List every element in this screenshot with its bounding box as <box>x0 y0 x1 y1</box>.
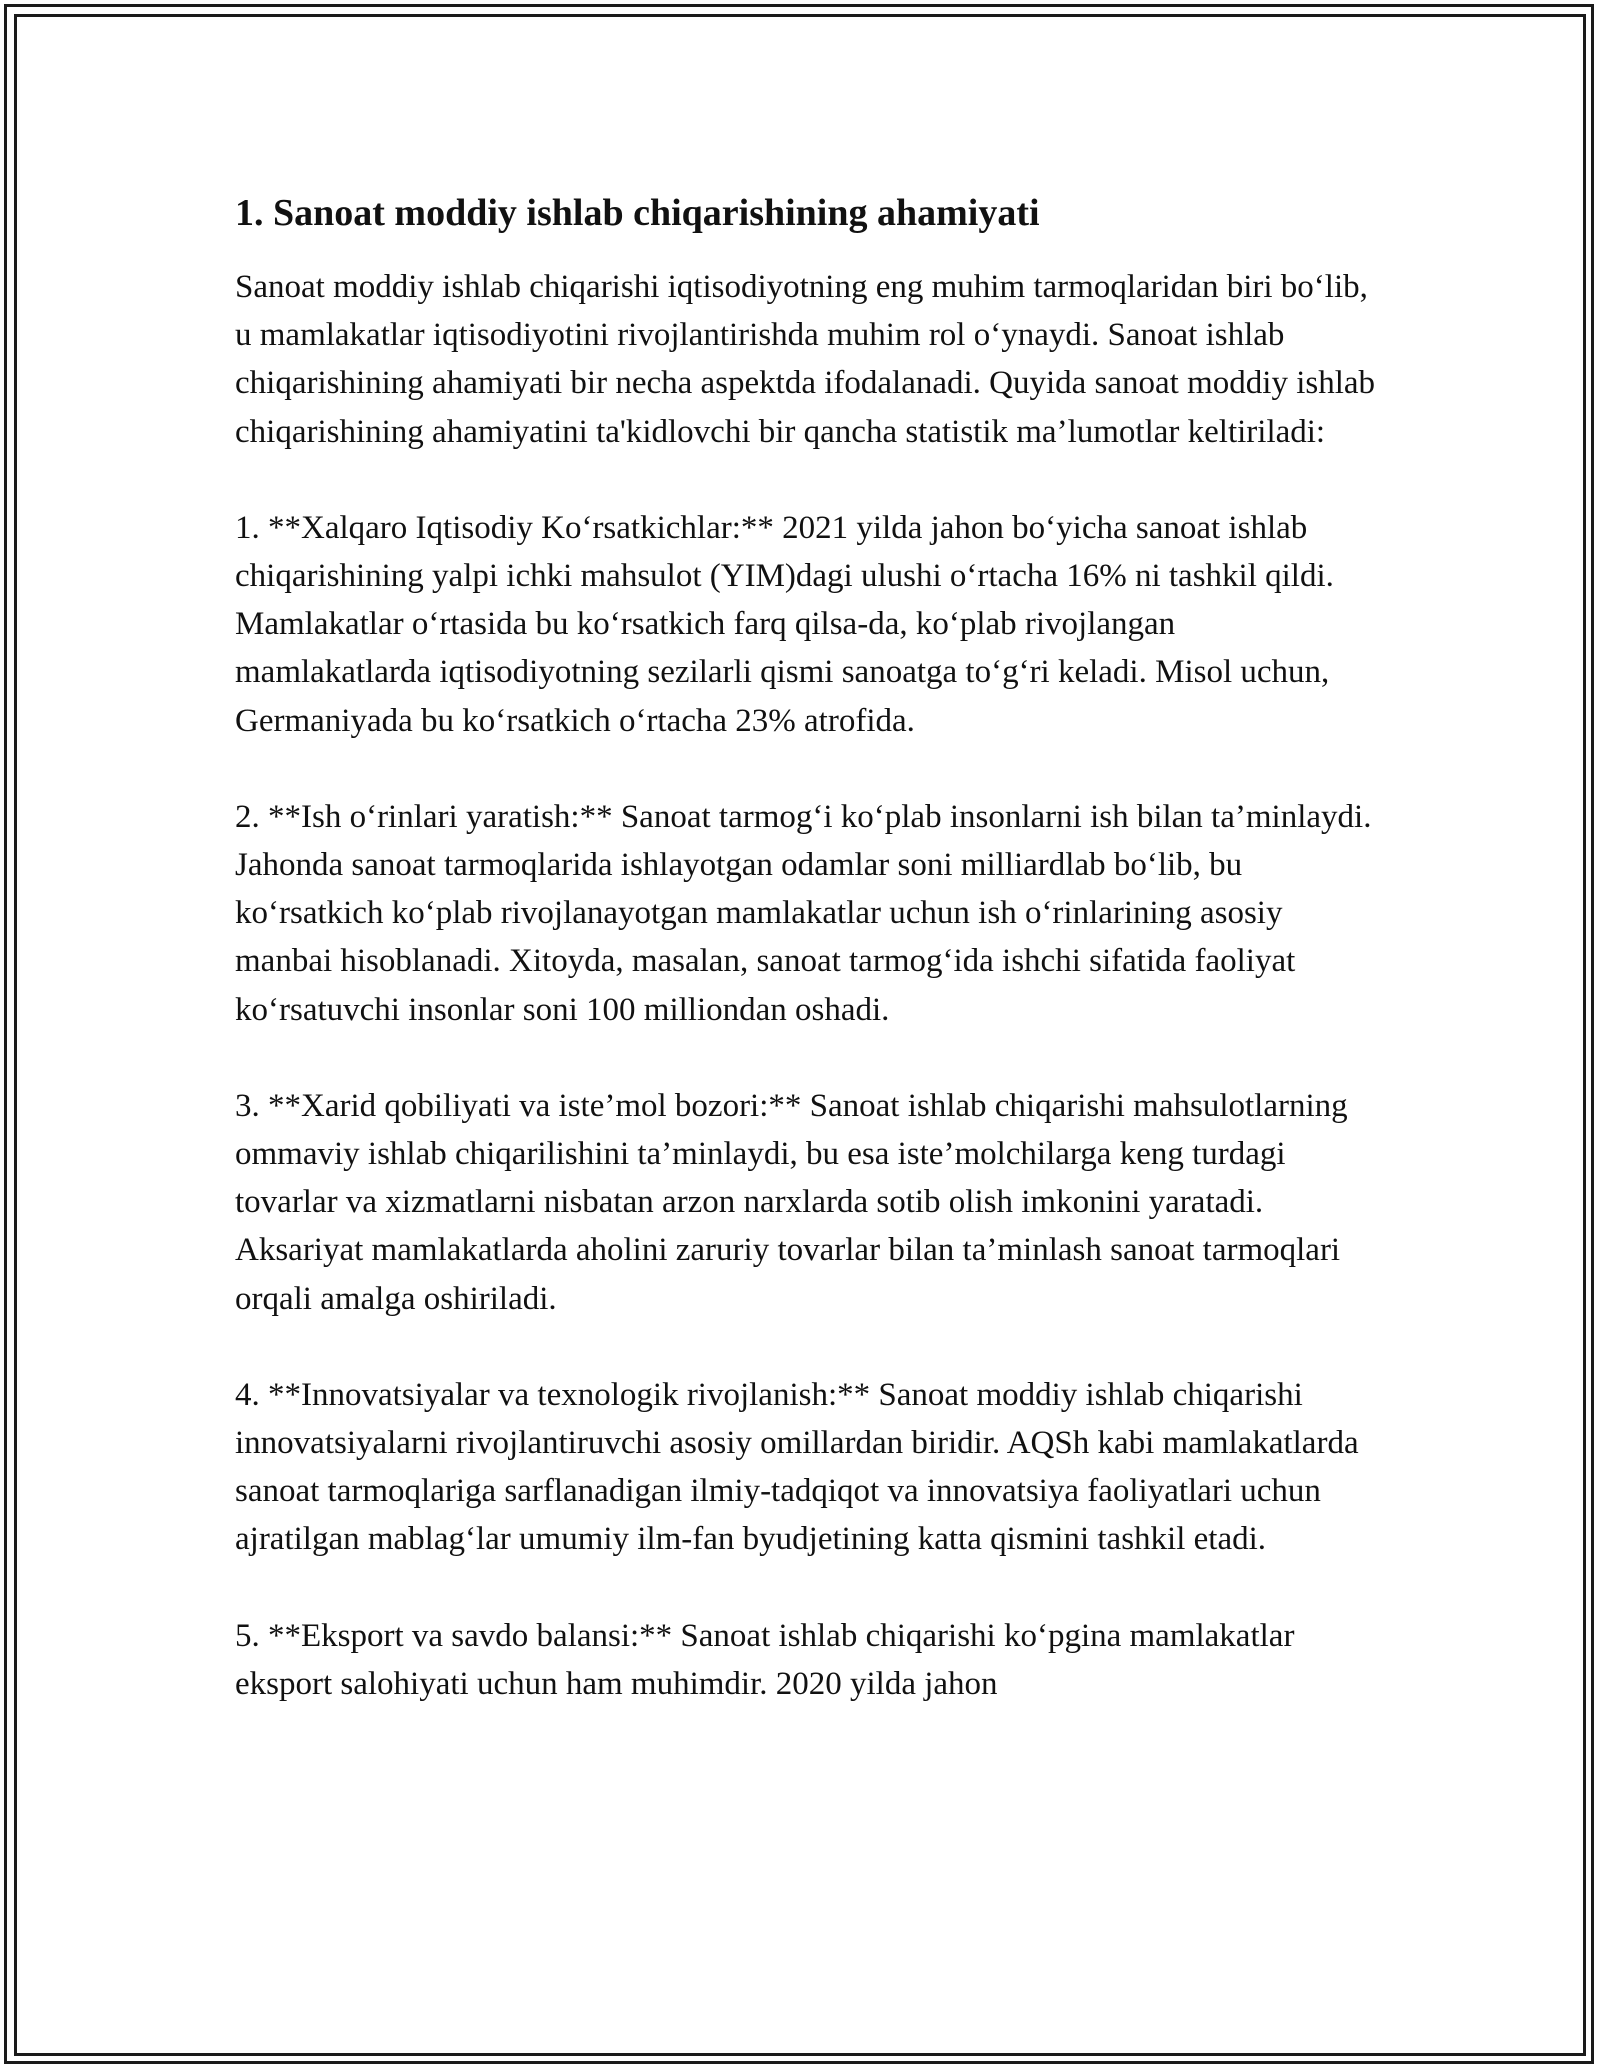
paragraph-economic-indicators: 1. **Xalqaro Iqtisodiy Ko‘rsatkichlar:** 2021 yilda jahon bo‘yicha sanoat ishlab chiqarishining yalpi ichki mahsulot (YIM)dagi ulushi o‘rtacha 16% ni tashkil qildi. Mamlakatlar o‘rtasida bu ko‘rsatkich farq qilsa-da, ko‘plab rivojlangan mamlakatlarda iqtisodiyotning sezilarli qismi sanoatga to‘g‘ri keladi. Misol uchun, Germaniyada bu ko‘rsatkich o‘rtacha 23% atrofida. <box>235 509 1334 739</box>
intro-paragraph: Sanoat moddiy ishlab chiqarishi iqtisodiyotning eng muhim tarmoqlaridan biri bo‘lib, u mamlakatlar iqtisodiyotini rivojlantirishda muhim rol o‘ynaydi. Sanoat ishlab chiqarishining ahamiyati bir necha aspektda ifodalanadi. Quyida sanoat moddiy ishlab chiqarishining ahamiyatini ta'kidlovchi bir qancha statistik ma’lumotlar keltiriladi: <box>235 269 1376 450</box>
document-body <box>235 186 1375 1756</box>
paragraph-export: 5. **Eksport va savdo balansi:** Sanoat ishlab chiqarishi ko‘pgina mamlakatlar eksport salohiyati uchun ham muhimdir. 2020 yilda jahon <box>235 1617 1295 1702</box>
section-heading: 1. Sanoat moddiy ishlab chiqarishining ahamiyati <box>235 192 1040 234</box>
paragraph-job-creation: 2. **Ish o‘rinlari yaratish:** Sanoat tarmog‘i ko‘plab insonlarni ish bilan ta’minlaydi. Jahonda sanoat tarmoqlarida ishlayotgan odamlar soni milliardlab bo‘lib, bu ko‘rsatkich ko‘plab rivojlanayotgan mamlakatlar uchun ish o‘rinlarining asosiy manbai hisoblanadi. Xitoyda, masalan, sanoat tarmog‘ida ishchi sifatida faoliyat ko‘rsatuvchi insonlar soni 100 milliondan oshadi. <box>235 798 1372 1028</box>
paragraph-innovation: 4. **Innovatsiyalar va texnologik rivojlanish:** Sanoat moddiy ishlab chiqarishi innovatsiyalarni rivojlantiruvchi asosiy omillardan biridir. AQSh kabi mamlakatlarda sanoat tarmoqlariga sarflanadigan ilmiy-tadqiqot va innovatsiya faoliyatlari uchun ajratilgan mablag‘lar umumiy ilm-fan byudjetining katta qismini tashkil etadi. <box>235 1376 1359 1558</box>
paragraph-purchasing-power: 3. **Xarid qobiliyati va iste’mol bozori:** Sanoat ishlab chiqarishi mahsulotlarning ommaviy ishlab chiqarilishini ta’minlaydi, bu esa iste’molchilarga keng turdagi tovarlar va xizmatlarni nisbatan arzon narxlarda sotib olish imkonini yaratadi. Aksariyat mamlakatlarda aholini zaruriy tovarlar bilan ta’minlash sanoat tarmoqlari orqali amalga oshiriladi. <box>235 1087 1348 1317</box>
